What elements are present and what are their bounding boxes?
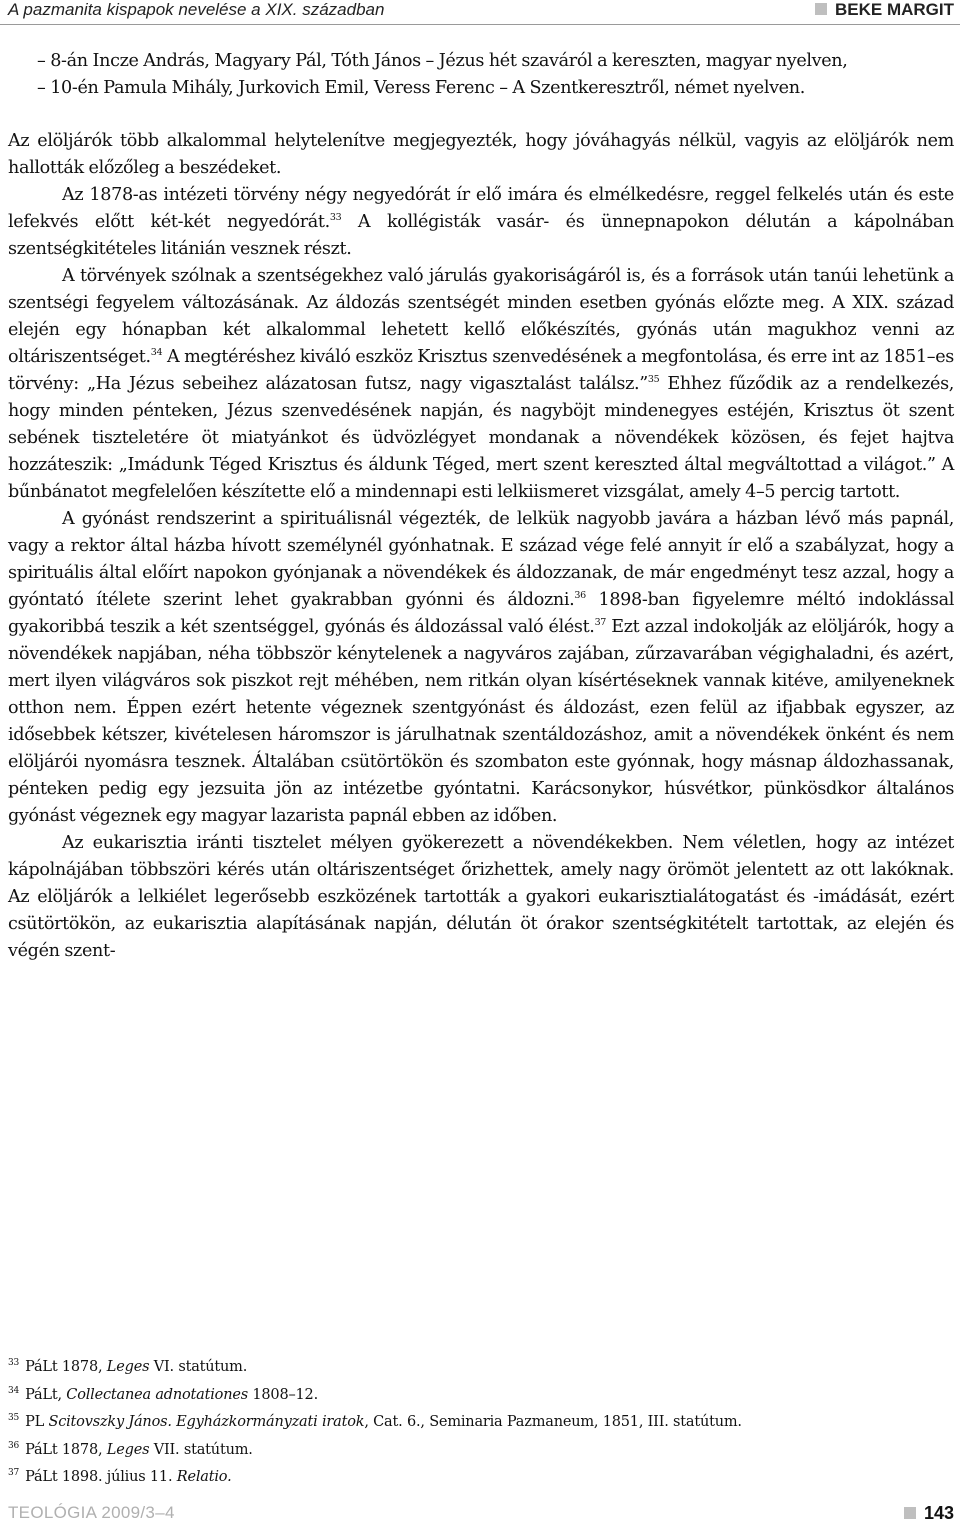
footnote: $^{36}$ PáLt 1878, Leges VII. statútum.: [8, 1440, 253, 1458]
journal-name: TEOLÓGIA 2009/3–4: [8, 1503, 175, 1522]
list-item: – 8-án Incze András, Magyary Pál, Tóth János – Jézus hét szaváról a kereszten, magyar nyelven,: [37, 51, 848, 71]
square-icon: [904, 1507, 916, 1519]
footnote-ref: 36: [574, 590, 586, 602]
italic-text: Leges: [106, 1359, 150, 1375]
footnote-ref: 37: [594, 617, 606, 629]
paragraphs: [8, 128, 954, 965]
italic-text: Scitovszky János. Egyházkormányzati iratok: [48, 1414, 365, 1430]
footnote-number: 35: [8, 1413, 20, 1423]
footnote-number: 36: [8, 1440, 20, 1451]
footnote: $^{34}$ PáLt, Collectanea adnotationes 1808–12.: [8, 1385, 318, 1403]
main-text: [8, 48, 954, 965]
list-item: – 10-én Pamula Mihály, Jurkovich Emil, Veress Ferenc – A Szentkeresztről, német nyelven.: [37, 78, 805, 98]
italic-text: Leges: [106, 1441, 150, 1458]
paragraph: A gyónást rendszerint a spirituálisnál végezték, de lelkük nagyobb javára a házban lévő más papnál, vagy a rektor által házba hívott személynél gyónhatnak. E század vége felé annyit ír elő a szabályzat, hogy a spirituális által előírt napokon gyónjanak a növendékek és áldozzanak, de már engedményt tesz azzal, hogy a gyóntató ítélete szerint lehet gyakrabban gyónni és áldozni.$^{36}$ 1898-ban figyelemre méltó indoklással gyakoribbá teszik a két szentséggel, gyónás és áldozással való élést.$^{37}$ Ezt azzal indokolják az elöljárók, hogy a növendékek napjában, néha többször kénytelenek a nagyváros zajában, zűrzavarában végighaladni, és azért, mert ilyen világváros sok piszkot rejt méhében, nem ritkán olyan kísértéseknek vannak kitéve, amilyeneknek otthon nem. Éppen ezért hetente végeznek szentgyónást és áldozást, ezen felül az ifjabbak egyszer, az idősebbek kétszer, kivételesen háromszor is járulhatnak szentáldozáshoz, amit a növendékek önként és nem elöljárói nyomásra tesznek. Általában csütörtökön és szombaton este gyónnak, hogy másnap áldozhassanak, pénteken pedig egy jezsuita jön az intézetbe gyóntatni. Karácsonykor, húsvétkor, pünkösdkor általános gyónást végeznek egy magyar lazarista papnál ebben az időben.: [8, 509, 955, 826]
header-divider: [0, 24, 960, 25]
page-number-value: 143: [923, 1503, 954, 1523]
paragraph: Az elöljárók több alkalommal helytelenítve megjegyezték, hogy jóváhagyás nélkül, vagyis az elöljárók nem hallották előzőleg a beszédeket.: [8, 131, 954, 178]
footnote: $^{37}$ PáLt 1898. július 11. Relatio.: [8, 1468, 232, 1485]
italic-text: Relatio.: [176, 1469, 232, 1485]
paragraph: A törvények szólnak a szentségekhez való járulás gyakoriságáról is, és a források után tanúi lehetünk a szentségi fegyelem változásának. Az áldozás szentségét minden esetben gyónás előzte meg. A XIX. század elején egy hónapban két alkalommal lehetett kellő előkészítés, gyónás után magukhoz venni az oltáriszentséget.$^{34}$ A megtéréshez kiváló eszköz Krisztus szenvedésének a megfontolása, és erre int az 1851–es törvény: „Ha Jézus sebeihez alázatosan futsz, nagy vigasztalást találsz.”$^{35}$ Ehhez fűződik az a rendelkezés, hogy minden pénteken, Jézus szenvedésének napján, és nagyböjt mindenegyes estéjén, Krisztus öt szent sebének tiszteletére öt miatyánkot és üdvözlégyet mondanak a növendékek közösen, és fejet hajtva hozzáteszik: „Imádunk Téged Krisztus és áldunk Téged, mert szent kereszted által megváltottad a világot.” A bűnbánatot megfelelően készítette elő a mindennapi esti lelkiismeret vizsgálat, amely 4–5 percig tartott.: [8, 266, 954, 502]
footnote-number: 34: [8, 1385, 20, 1396]
paragraph: Az eukarisztia iránti tisztelet mélyen gyökerezett a növendékekben. Nem véletlen, hogy az intézet kápolnájában többszöri kérés után oltáriszentséget őrizhettek, amely nagy örömöt jelentett az ott lakóknak. Az elöljárók a lelkiélet legerősebb eszközének tartották a gyakori eukarisztialátogatást és -imádását, ezért csütörtökön, az eukarisztia alapításának napján, délután öt órakor szentségkitételt tartottak, az elején és végén szent-: [8, 833, 954, 961]
footnote: $^{33}$ PáLt 1878, Leges VI. statútum.: [8, 1358, 248, 1375]
footnote-ref: 33: [329, 212, 342, 224]
author-name: BEKE MARGIT: [835, 0, 954, 19]
footnotes: [8, 1352, 954, 1490]
footnote-number: 37: [8, 1468, 20, 1478]
running-header-author: [815, 0, 954, 20]
footnote-ref: 34: [150, 347, 163, 359]
running-header-title: A pazmanita kispapok nevelése a XIX. században: [8, 0, 385, 19]
italic-text: Collectanea adnotationes: [66, 1386, 248, 1403]
paragraph-gap: [8, 102, 954, 128]
footnote-number: 33: [8, 1358, 20, 1368]
square-icon: [815, 3, 827, 15]
paragraph: Az 1878-as intézeti törvény négy negyedórát ír elő imára és elmélkedésre, reggel felkelés után és este lefekvés előtt két-két negyedórát.$^{33}$ A kollégisták vasár- és ünnepnapokon délután a kápolnában szentségkitételes litánián vesznek részt.: [8, 185, 954, 259]
footnote-ref: 35: [647, 374, 660, 386]
page-number: [904, 1503, 954, 1524]
footnote: $^{35}$ PL Scitovszky János. Egyházkormányzati iratok, Cat. 6., Seminaria Pazmaneum, 1851, III. statútum.: [8, 1413, 742, 1430]
